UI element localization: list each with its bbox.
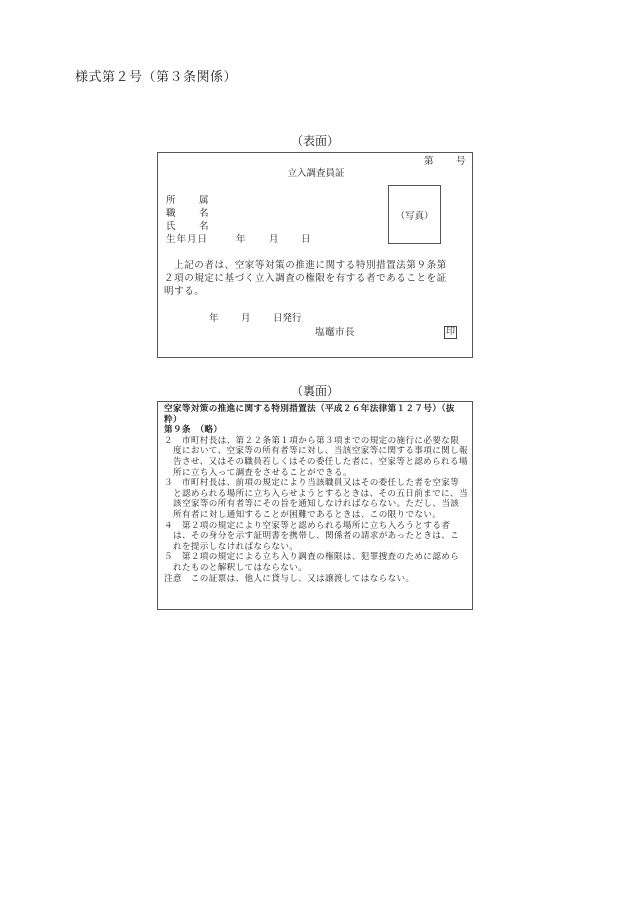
id-card-front [157,152,473,358]
dob-day: 日 [301,234,311,245]
field-position-a: 職 [166,208,176,219]
field-name-a: 氏 [166,221,176,232]
field-affiliation-b: 属 [199,195,209,206]
law-item-4: ４ 第２項の規定により空家等と認められる場所に立ち入ろうとする者は、その身分を示す証明書を携帯し、関係者の請求があったときは、これを提示しなければならない。 [164,520,460,552]
issue-month: 月 [241,313,251,324]
card-title: 立入調査員証 [287,168,345,179]
law-article: 第９条 （略） [164,425,223,436]
statement-line-2: ２項の規定に基づく立入調査の権限を有する者であることを証 [164,273,447,284]
card-number-suffix: 号 [456,156,466,167]
front-side-label: （表面） [290,134,339,148]
photo-box [388,185,441,244]
law-heading: 空家等対策の推進に関する特別措置法（平成２６年法律第１２７号）（抜粋） [164,404,455,425]
card-number-prefix: 第 [424,156,434,167]
id-card-back [157,401,473,610]
field-name-b: 名 [199,221,209,232]
back-side-label: （裏面） [290,384,339,398]
dob-year: 年 [236,234,246,245]
law-excerpt [164,404,468,584]
law-item-2: ２ 市町村長は、第２２条第１項から第３項までの規定の施行に必要な限度において、空家等の所有者等に対し、当該空家等に関する事項に関し報告させ、又はその職員若しくはその委任した者に、空家等と認められる場所に立ち入って調査をさせることができる。 [164,435,468,478]
field-position-b: 名 [199,208,209,219]
issue-day: 日発行 [273,313,302,324]
law-item-3: ３ 市町村長は、前項の規定により当該職員又はその委任した者を空家等と認められる場所に立ち入らせようとするときは、その五日前までに、当該空家等の所有者等にその旨を通知しなければならない。ただし、当該所有者に対し通知することが困難であるときは、この限りでない。 [164,478,468,520]
seal-mark: 印 [446,327,456,337]
dob-month: 月 [269,234,279,245]
statement-line-3: 明する。 [164,286,205,297]
statement-line-1: 上記の者は、空家等対策の推進に関する特別措置法第９条第 [164,260,447,271]
form-number: 様式第２号（第３条関係） [75,70,238,85]
issue-year: 年 [209,313,219,324]
caution-note: 注意 この証票は、他人に貸与し、又は譲渡してはならない。 [164,573,415,584]
photo-label: （写真） [395,210,434,222]
law-item-5: ５ 第２項の規定による立ち入り調査の権限は、犯罪捜査のために認められたものと解釈してはならない。 [164,552,460,573]
field-affiliation-a: 所 [166,195,176,206]
issuer: 塩竈市長 [315,327,356,338]
dob-label: 生年月日 [166,234,209,245]
